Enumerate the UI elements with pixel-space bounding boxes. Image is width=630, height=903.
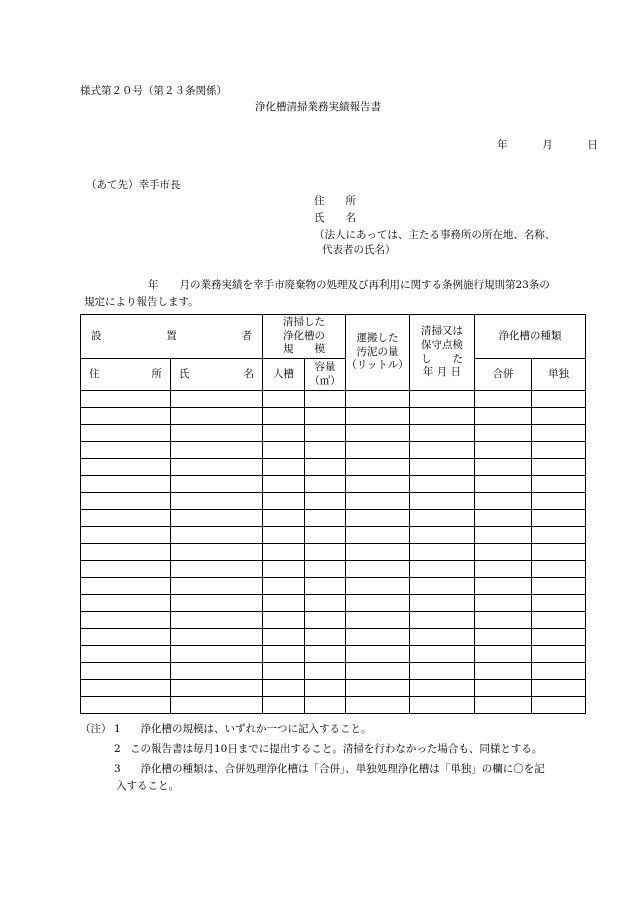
table-cell[interactable] bbox=[532, 408, 586, 425]
sender-note-line1: （法人にあっては、主たる事務所の所在地、名称、 bbox=[314, 229, 556, 241]
date-day: 日 bbox=[587, 139, 598, 151]
table-row bbox=[81, 442, 586, 459]
table-cell[interactable] bbox=[475, 476, 532, 493]
note-3: 3 浄化槽の種類は、合併処理浄化槽は「合併」、単独処理浄化槽は「単独」の欄に〇を記 bbox=[114, 763, 545, 776]
notes-section bbox=[80, 722, 600, 799]
table-cell[interactable] bbox=[475, 527, 532, 544]
table-cell[interactable] bbox=[171, 527, 263, 544]
table-cell[interactable] bbox=[532, 629, 586, 646]
table-cell[interactable] bbox=[81, 442, 171, 459]
table-cell[interactable] bbox=[346, 595, 410, 612]
table-cell[interactable] bbox=[171, 680, 263, 697]
table-cell[interactable] bbox=[346, 680, 410, 697]
table-cell[interactable] bbox=[263, 391, 305, 408]
table-cell[interactable] bbox=[532, 544, 586, 561]
table-cell[interactable] bbox=[263, 425, 305, 442]
record-rows bbox=[81, 391, 586, 714]
table-row bbox=[81, 595, 586, 612]
scale-header: 清掃した 浄化槽の 規 模 bbox=[263, 315, 346, 359]
table-cell[interactable] bbox=[81, 578, 171, 595]
table-cell[interactable] bbox=[171, 408, 263, 425]
table-row bbox=[81, 493, 586, 510]
table-cell[interactable] bbox=[305, 408, 346, 425]
table-cell[interactable] bbox=[305, 459, 346, 476]
table-cell[interactable] bbox=[532, 663, 586, 680]
inspection-date-header: 清掃又は 保守点検 し た 年 月 日 bbox=[410, 315, 475, 391]
body-text-line2: 規定により報告します。 bbox=[84, 296, 199, 308]
table-cell[interactable] bbox=[346, 493, 410, 510]
table-cell[interactable] bbox=[305, 493, 346, 510]
table-cell[interactable] bbox=[346, 646, 410, 663]
table-row bbox=[81, 391, 586, 408]
table-cell[interactable] bbox=[410, 544, 475, 561]
table-cell[interactable] bbox=[171, 544, 263, 561]
table-cell[interactable] bbox=[171, 578, 263, 595]
table-cell[interactable] bbox=[263, 442, 305, 459]
table-cell[interactable] bbox=[475, 595, 532, 612]
form-number-label: 様式第２０号（第２３条関係） bbox=[80, 85, 227, 97]
table-cell[interactable] bbox=[305, 595, 346, 612]
note-1: （注） 1 浄化槽の規模は、いずれか一つに記入すること。 bbox=[80, 723, 372, 735]
table-cell[interactable] bbox=[346, 629, 410, 646]
table-cell[interactable] bbox=[171, 595, 263, 612]
table-cell[interactable] bbox=[475, 612, 532, 629]
table-cell[interactable] bbox=[305, 578, 346, 595]
table-cell[interactable] bbox=[81, 646, 171, 663]
table-cell[interactable] bbox=[532, 442, 586, 459]
capacity-header: 容量 （㎥） bbox=[305, 359, 346, 391]
table-cell[interactable] bbox=[263, 544, 305, 561]
table-row bbox=[81, 629, 586, 646]
tank-type-header: 浄化槽の種類 bbox=[475, 315, 586, 359]
table-cell[interactable] bbox=[81, 408, 171, 425]
table-cell[interactable] bbox=[263, 408, 305, 425]
table-cell[interactable] bbox=[475, 459, 532, 476]
table-cell[interactable] bbox=[171, 612, 263, 629]
table-cell[interactable] bbox=[410, 561, 475, 578]
table-cell[interactable] bbox=[171, 510, 263, 527]
table-cell[interactable] bbox=[305, 544, 346, 561]
table-cell[interactable] bbox=[346, 527, 410, 544]
table-cell[interactable] bbox=[532, 459, 586, 476]
table-row bbox=[81, 408, 586, 425]
persons-header: 人槽 bbox=[263, 359, 305, 391]
table-cell[interactable] bbox=[305, 663, 346, 680]
table-cell[interactable] bbox=[81, 680, 171, 697]
table-cell[interactable] bbox=[305, 680, 346, 697]
table-cell[interactable] bbox=[263, 697, 305, 714]
table-cell[interactable] bbox=[171, 663, 263, 680]
address-header: 住 所 bbox=[81, 359, 171, 391]
table-cell[interactable] bbox=[171, 697, 263, 714]
table-cell[interactable] bbox=[475, 425, 532, 442]
table-cell[interactable] bbox=[81, 544, 171, 561]
table-row bbox=[81, 612, 586, 629]
table-cell[interactable] bbox=[81, 697, 171, 714]
table-row bbox=[81, 578, 586, 595]
table-cell[interactable] bbox=[410, 663, 475, 680]
notes-prefix: （注） bbox=[80, 723, 112, 735]
table-cell[interactable] bbox=[475, 442, 532, 459]
combined-header: 合併 bbox=[475, 359, 532, 391]
note-3-continued: 入すること。 bbox=[116, 779, 179, 792]
table-cell[interactable] bbox=[346, 442, 410, 459]
table-cell[interactable] bbox=[475, 663, 532, 680]
table-cell[interactable] bbox=[263, 629, 305, 646]
table-cell[interactable] bbox=[410, 697, 475, 714]
table-row bbox=[81, 459, 586, 476]
table-cell[interactable] bbox=[532, 510, 586, 527]
table-cell[interactable] bbox=[532, 476, 586, 493]
table-cell[interactable] bbox=[305, 561, 346, 578]
date-line bbox=[497, 138, 598, 152]
sender-address-label: 住 所 bbox=[314, 195, 356, 207]
sender-block bbox=[314, 194, 555, 260]
table-cell[interactable] bbox=[171, 459, 263, 476]
records-table bbox=[80, 314, 586, 714]
table-cell[interactable] bbox=[263, 476, 305, 493]
table-cell[interactable] bbox=[410, 646, 475, 663]
table-cell[interactable] bbox=[81, 612, 171, 629]
table-row bbox=[81, 561, 586, 578]
table-cell[interactable] bbox=[263, 459, 305, 476]
table-cell[interactable] bbox=[532, 697, 586, 714]
table-cell[interactable] bbox=[532, 595, 586, 612]
table-cell[interactable] bbox=[263, 646, 305, 663]
table-row bbox=[81, 510, 586, 527]
table-row bbox=[81, 425, 586, 442]
table-cell[interactable] bbox=[532, 425, 586, 442]
table-cell[interactable] bbox=[410, 629, 475, 646]
table-cell[interactable] bbox=[475, 408, 532, 425]
table-cell[interactable] bbox=[475, 680, 532, 697]
table-cell[interactable] bbox=[410, 578, 475, 595]
table-cell[interactable] bbox=[475, 561, 532, 578]
table-row bbox=[81, 527, 586, 544]
table-cell[interactable] bbox=[305, 476, 346, 493]
body-text-line1: 年 月の業務実績を幸手市廃棄物の処理及び再利用に関する条例施行規則第23条の bbox=[148, 279, 550, 291]
table-cell[interactable] bbox=[81, 391, 171, 408]
table-cell[interactable] bbox=[171, 425, 263, 442]
table-cell[interactable] bbox=[346, 663, 410, 680]
table-cell[interactable] bbox=[81, 561, 171, 578]
table-cell[interactable] bbox=[81, 459, 171, 476]
table-cell[interactable] bbox=[532, 561, 586, 578]
table-cell[interactable] bbox=[410, 527, 475, 544]
table-cell[interactable] bbox=[171, 493, 263, 510]
table-cell[interactable] bbox=[171, 561, 263, 578]
table-cell[interactable] bbox=[410, 408, 475, 425]
table-cell[interactable] bbox=[263, 493, 305, 510]
table-cell[interactable] bbox=[475, 510, 532, 527]
table-cell[interactable] bbox=[346, 578, 410, 595]
table-cell[interactable] bbox=[305, 510, 346, 527]
table-cell[interactable] bbox=[305, 697, 346, 714]
table-cell[interactable] bbox=[305, 442, 346, 459]
table-cell[interactable] bbox=[305, 646, 346, 663]
table-cell[interactable] bbox=[532, 612, 586, 629]
date-year: 年 bbox=[497, 139, 508, 151]
addressee: （あて先）幸手市長 bbox=[86, 179, 181, 191]
table-cell[interactable] bbox=[263, 510, 305, 527]
table-cell[interactable] bbox=[346, 697, 410, 714]
table-cell[interactable] bbox=[410, 493, 475, 510]
table-row bbox=[81, 697, 586, 714]
date-month: 月 bbox=[542, 139, 553, 151]
table-row bbox=[81, 476, 586, 493]
table-row bbox=[81, 646, 586, 663]
table-cell[interactable] bbox=[171, 629, 263, 646]
table-cell[interactable] bbox=[81, 629, 171, 646]
table-cell[interactable] bbox=[475, 391, 532, 408]
table-cell[interactable] bbox=[263, 578, 305, 595]
table-cell[interactable] bbox=[171, 442, 263, 459]
table-cell[interactable] bbox=[346, 561, 410, 578]
table-cell[interactable] bbox=[410, 425, 475, 442]
table-cell[interactable] bbox=[305, 612, 346, 629]
table-cell[interactable] bbox=[410, 442, 475, 459]
document-title: 浄化槽清掃業務実績報告書 bbox=[255, 101, 381, 113]
table-cell[interactable] bbox=[346, 425, 410, 442]
sender-name-label: 氏 名 bbox=[314, 212, 356, 224]
table-cell[interactable] bbox=[305, 391, 346, 408]
table-cell[interactable] bbox=[475, 697, 532, 714]
table-cell[interactable] bbox=[410, 680, 475, 697]
table-cell[interactable] bbox=[81, 510, 171, 527]
table-cell[interactable] bbox=[171, 476, 263, 493]
table-cell[interactable] bbox=[410, 459, 475, 476]
table-row bbox=[81, 544, 586, 561]
table-cell[interactable] bbox=[475, 493, 532, 510]
table-cell[interactable] bbox=[475, 646, 532, 663]
table-cell[interactable] bbox=[475, 544, 532, 561]
sender-note-line2: 代表者の氏名） bbox=[322, 244, 396, 256]
note-2: 2 この報告書は毎月10日までに提出すること。清掃を行わなかった場合も、同様とする。 bbox=[114, 743, 543, 756]
table-cell[interactable] bbox=[305, 527, 346, 544]
sludge-header: 運搬した 汚泥の量 （リットル） bbox=[346, 315, 410, 391]
single-header: 単独 bbox=[532, 359, 586, 391]
table-cell[interactable] bbox=[346, 408, 410, 425]
table-cell[interactable] bbox=[410, 476, 475, 493]
table-cell[interactable] bbox=[346, 391, 410, 408]
table-cell[interactable] bbox=[532, 493, 586, 510]
table-cell[interactable] bbox=[171, 391, 263, 408]
table-cell[interactable] bbox=[263, 561, 305, 578]
table-cell[interactable] bbox=[81, 595, 171, 612]
table-cell[interactable] bbox=[171, 646, 263, 663]
table-row bbox=[81, 663, 586, 680]
table-cell[interactable] bbox=[346, 612, 410, 629]
table-cell[interactable] bbox=[346, 510, 410, 527]
table-cell[interactable] bbox=[410, 612, 475, 629]
table-row bbox=[81, 680, 586, 697]
table-cell[interactable] bbox=[410, 510, 475, 527]
table-cell[interactable] bbox=[346, 544, 410, 561]
table-cell[interactable] bbox=[532, 527, 586, 544]
table-cell[interactable] bbox=[410, 391, 475, 408]
table-cell[interactable] bbox=[81, 527, 171, 544]
table-cell[interactable] bbox=[532, 578, 586, 595]
table-cell[interactable] bbox=[305, 629, 346, 646]
table-cell[interactable] bbox=[532, 391, 586, 408]
table-cell[interactable] bbox=[81, 663, 171, 680]
table-cell[interactable] bbox=[263, 680, 305, 697]
table-cell[interactable] bbox=[346, 459, 410, 476]
table-cell[interactable] bbox=[410, 595, 475, 612]
table-cell[interactable] bbox=[532, 680, 586, 697]
table-cell[interactable] bbox=[81, 425, 171, 442]
table-cell[interactable] bbox=[532, 646, 586, 663]
table-cell[interactable] bbox=[475, 578, 532, 595]
table-cell[interactable] bbox=[346, 476, 410, 493]
name-header: 氏 名 bbox=[171, 359, 263, 391]
installer-header: 設 置 者 bbox=[81, 315, 263, 359]
table-cell[interactable] bbox=[263, 612, 305, 629]
table-cell[interactable] bbox=[81, 476, 171, 493]
table-cell[interactable] bbox=[475, 629, 532, 646]
table-cell[interactable] bbox=[305, 425, 346, 442]
table-cell[interactable] bbox=[263, 663, 305, 680]
table-cell[interactable] bbox=[81, 493, 171, 510]
table-cell[interactable] bbox=[263, 595, 305, 612]
table-cell[interactable] bbox=[263, 527, 305, 544]
